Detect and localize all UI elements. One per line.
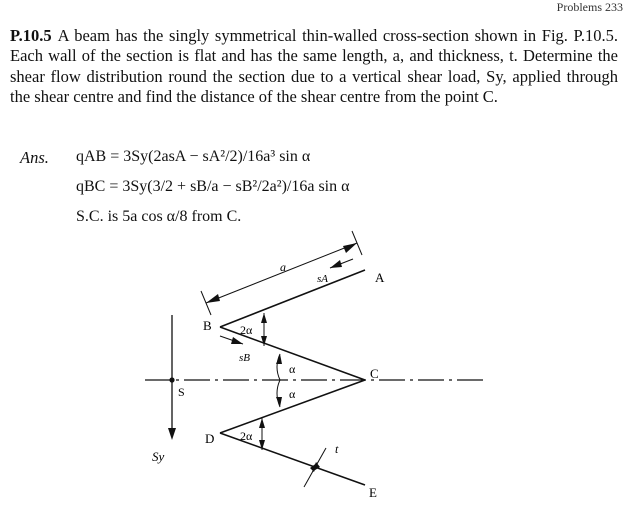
label-e-point: E xyxy=(369,485,377,500)
label-d-point: D xyxy=(205,431,215,446)
label-thickness: t xyxy=(335,442,339,456)
angle-b-arrow-up xyxy=(261,313,267,323)
label-angle-b: 2α xyxy=(240,323,253,337)
answer-qbc: qBC = 3Sy(3/2 + sB/a − sB²/2a²)/16a sin α xyxy=(76,178,350,195)
answer-qab: qAB = 3Sy(2asA − sA²/2)/16a³ sin α xyxy=(76,148,311,165)
dimension-a-arrow-right xyxy=(343,243,357,253)
answer-shear-centre: S.C. is 5a cos α/8 from C. xyxy=(76,208,242,225)
shear-centre-point xyxy=(169,377,174,382)
label-b-point: B xyxy=(203,318,212,333)
label-sb: sB xyxy=(239,352,250,364)
label-c-point: C xyxy=(370,366,379,381)
answer-label: Ans. xyxy=(20,148,49,167)
label-a-point: A xyxy=(375,270,385,285)
label-length-a: a xyxy=(280,260,286,274)
label-shear-centre: S xyxy=(178,385,185,399)
problem-number: P.10.5 xyxy=(10,26,52,45)
label-angle-d: 2α xyxy=(240,429,253,443)
dimension-a-arrow-left xyxy=(206,294,220,303)
wall-ab xyxy=(220,270,365,327)
sy-arrowhead xyxy=(168,428,176,440)
angle-d-arrow-up xyxy=(259,418,265,428)
sb-arrowhead xyxy=(231,337,243,344)
label-sy: Sy xyxy=(152,449,165,464)
label-sa: sA xyxy=(317,273,328,285)
sa-arrowhead xyxy=(330,260,342,268)
page-header-fragment: Problems 233 xyxy=(556,0,623,14)
label-alpha-upper: α xyxy=(289,362,296,376)
problem-text: A beam has the singly symmetrical thin-walled cross-section shown in Fig. P.10.5. Each wall of the section is flat and has the same length, a, and thickness, t. Determine the shear flow distribution round the section due to a vertical shear load, Sy, applied through the shear centre and find the distance of the shear centre from the point C. xyxy=(10,26,618,106)
label-alpha-lower: α xyxy=(289,387,296,401)
